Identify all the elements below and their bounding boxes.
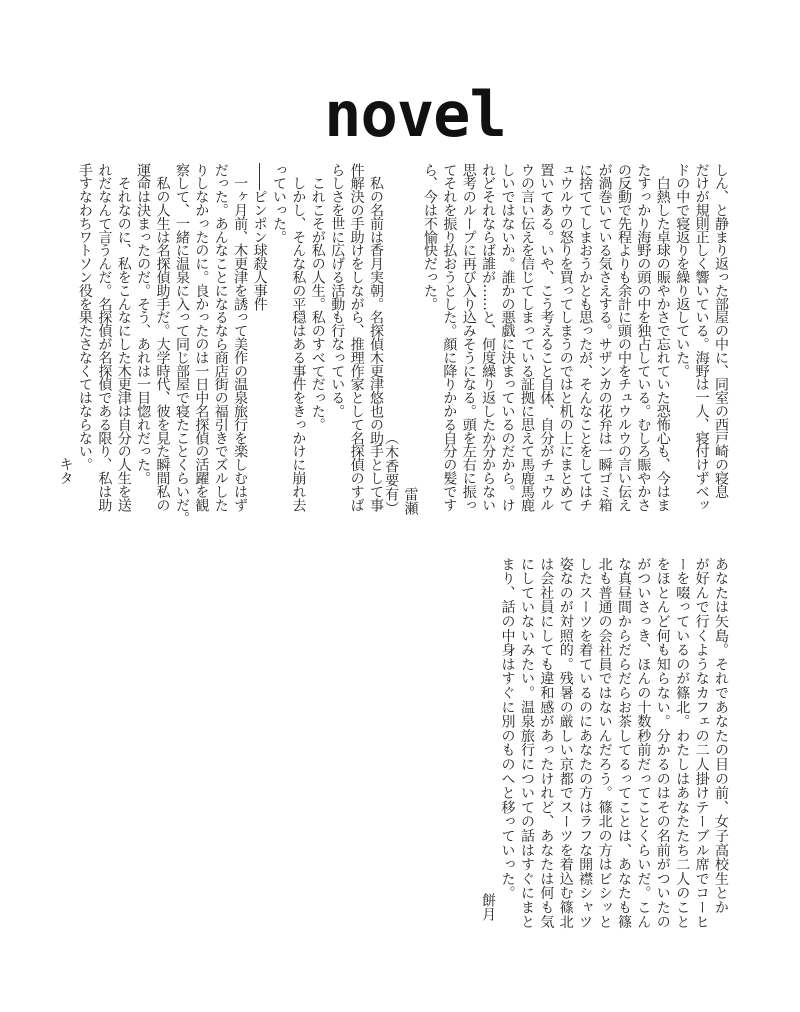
text-line: 思考のループに再び入り込みそうになる。頭を左右に振っ — [460, 163, 477, 512]
story-2-text — [75, 163, 386, 525]
text-line: 白熱した卓球の賑やかさで忘れていた恐怖心も、今はま — [654, 163, 671, 512]
text-line: 私の名前は香月実朝。名探偵木更津悠也の助手として事 — [368, 163, 384, 512]
text-line: 置いてある。いや、こう考えること自体、自分がチュウル — [538, 163, 555, 512]
text-line: をほとんど何も知らない。分かるのはその名前がついたの — [654, 557, 671, 929]
text-line: 手すなわちワトソン役を果たさなくてはならない。 — [76, 163, 93, 472]
text-line: したスーツを着ているのにあなたの方はラフな開襟シャツ — [577, 557, 594, 929]
text-line: だった。あんなことになるなら商店街の福引きでズルした — [212, 163, 229, 512]
text-line: な真昼間からだらだらお茶してるってことは、あなたも篠 — [615, 557, 632, 929]
text-line: たすっかり海野の頭の中を独占している。むしろ賑やかさ — [635, 163, 652, 512]
text-line: あなたは矢島。それであなたの目の前、女子高校生とか — [713, 557, 729, 915]
text-line: がついさっき、ほんの十数秒前だってことくらいだ。こん — [635, 557, 652, 929]
text-line: しいではないか。誰かの悪戯に決まっているのだから。け — [499, 163, 516, 512]
text-line: しん、と静まり返った部屋の中に、同室の西戸崎の寝息 — [713, 163, 729, 499]
text-line: ウの言い伝えを信じてしまっている証拠に思えて馬鹿馬鹿 — [518, 163, 535, 512]
text-line: それなのに、私をこんなにした木更津は自分の人生を送 — [115, 163, 132, 512]
text-line: だけが規則正しく響いている。海野は一人、寝付けずベッ — [693, 163, 710, 512]
text-line: 察して、一緒に温泉に入って同じ部屋で寝たことくらいだ。 — [173, 163, 190, 525]
text-line: ーを啜っているのが篠北。わたしはあなたたち二人のこと — [674, 557, 691, 929]
story-1-text — [420, 163, 731, 515]
text-line: が渦巻いている気さえする。サザンカの花弁は一瞬ゴミ箱 — [596, 163, 613, 512]
text-line: ――ピンポン球殺人事件 — [251, 163, 268, 311]
story-1-author: 雷瀬 — [402, 487, 419, 515]
text-line: に捨ててしまおうかとも思ったが、そんなことをしてはチ — [577, 163, 594, 512]
text-line: れだなんて言うんだ。名探偵が名探偵である限り、私は助 — [96, 163, 113, 512]
text-line: らしさを世に広げる活動も行なっている。 — [329, 163, 346, 418]
text-line: は会社員にしても違和感があったけれど、あなたは何も気 — [538, 557, 555, 929]
text-line: れどそれならば誰が……と、何度繰り返したか分からない — [480, 163, 497, 512]
story-2-block — [52, 163, 385, 525]
text-line: ュウルウの怒りを買ってしまうのではと机の上にまとめて — [557, 163, 574, 512]
text-line: 運命は決まったのだ。そう、あれは一目惚れだった。 — [135, 163, 152, 485]
text-line: 私の人生は名探偵助手だ。大学時代、彼を見た瞬間私の — [154, 163, 171, 512]
text-line: 件解決の手助けをしながら、推理作家として名探偵のすば — [348, 163, 365, 512]
story-3-author: 餅月 — [480, 893, 497, 921]
text-line: てそれを振り払おうとした。顔に降りかかる自分の髪です — [441, 163, 458, 512]
text-line: 北も普通の会社員ではないんだろう。篠北の方はビシッと — [596, 557, 613, 929]
page-title: novel — [324, 77, 506, 151]
story-2-author: キタ — [57, 457, 74, 485]
text-line: 姿なのが対照的。残暑の厳しい京都でスーツを着込む篠北 — [557, 557, 574, 929]
story-3-text — [497, 557, 730, 931]
text-line: しかし、そんな私の平穏はある事件をきっかけに崩れ去 — [290, 163, 307, 512]
text-line: の反動で先程よりも余計に頭の中をチュウルウの言い伝え — [615, 163, 632, 512]
text-line: が好んで行くようなカフェの二人掛けテーブル席でコーヒ — [693, 557, 710, 929]
story-3-block — [478, 557, 730, 931]
text-line: っていった。 — [270, 163, 287, 244]
text-line: りしなかったのに。良かったのは一日中名探偵の活躍を観 — [193, 163, 210, 512]
story-1-block — [383, 163, 730, 515]
text-line: まり、話の中身はすぐに別のものへと移っていった。 — [499, 557, 516, 901]
text-line: 一ヶ月前、木更津を誘って美作の温泉旅行を楽しむはず — [232, 163, 249, 512]
text-line: ドの中で寝返りを繰り返していた。 — [674, 163, 691, 378]
story-1-author-note: （木香要有） — [383, 431, 400, 515]
text-line: ら、今は不愉快だった。 — [421, 163, 438, 311]
text-line: にしていないみたい。温泉旅行についての話はすぐにまと — [518, 557, 535, 929]
text-line: これこそが私の人生。私のすべてだった。 — [309, 163, 326, 432]
